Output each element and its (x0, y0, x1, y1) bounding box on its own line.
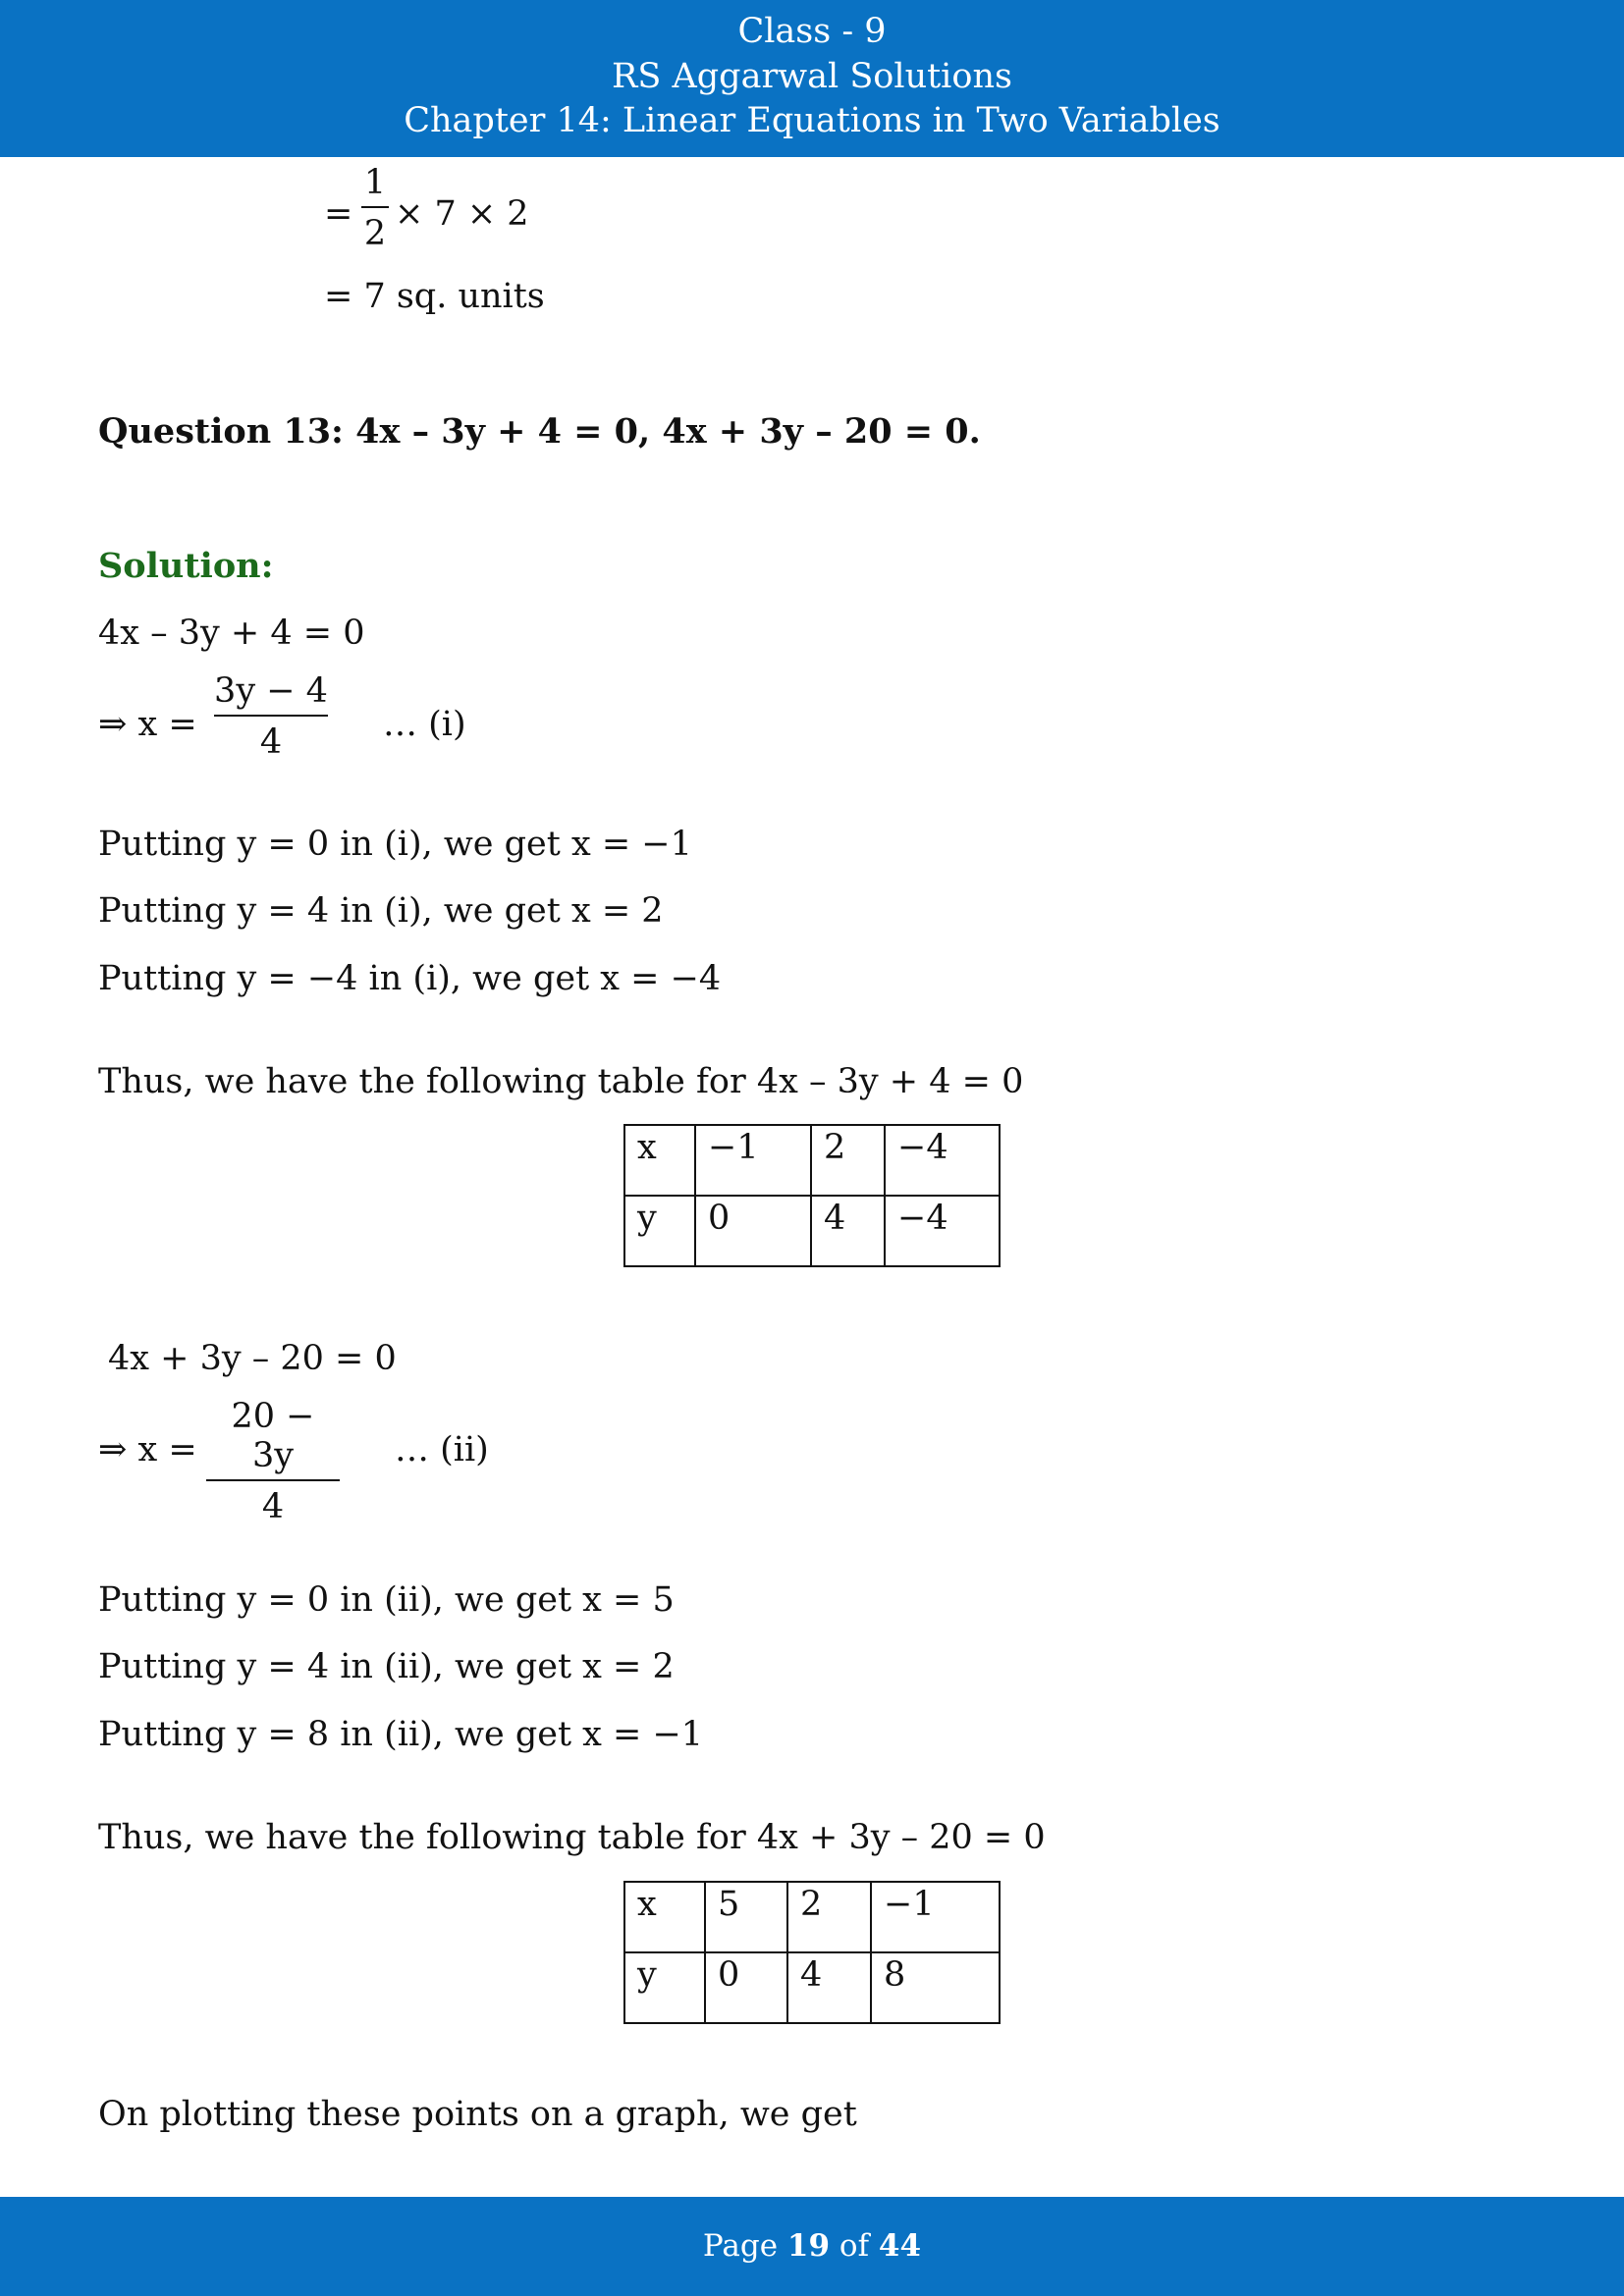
table-cell: 4 (811, 1196, 885, 1266)
table-cell: 5 (705, 1882, 787, 1952)
table-cell: 2 (787, 1882, 871, 1952)
table-two-intro: Thus, we have the following table for 4x + 3y – 20 = 0 (98, 1818, 1046, 1857)
fraction-bar (361, 206, 389, 208)
fraction-denominator: 4 (261, 1487, 285, 1526)
table-cell: −4 (885, 1196, 1000, 1266)
solution-label: Solution: (98, 546, 274, 586)
table-row-x (624, 1125, 1000, 1196)
equation-two-fraction (206, 1397, 340, 1526)
equation-one-tag: … (i) (383, 705, 466, 744)
equals-sign: = (324, 194, 353, 234)
table-row-x (624, 1882, 1000, 1952)
equation-two-step-prefix: ⇒ x = (98, 1430, 197, 1469)
substitution-line: Putting y = 8 in (ii), we get x = −1 (98, 1715, 704, 1754)
fraction-denominator: 4 (259, 722, 283, 762)
equation-two: 4x + 3y – 20 = 0 (108, 1339, 397, 1378)
table-row-y (624, 1196, 1000, 1266)
page-footer (0, 2197, 1624, 2296)
table-cell: 0 (705, 1952, 787, 2023)
equation-one: 4x – 3y + 4 = 0 (98, 614, 365, 653)
chapter-title: Chapter 14: Linear Equations in Two Variables (404, 101, 1220, 140)
table-cell: −1 (871, 1882, 1000, 1952)
substitution-line: Putting y = 0 in (i), we get x = −1 (98, 825, 692, 864)
fraction-numerator: 20 − 3y (231, 1397, 315, 1475)
equation-two-tag: … (ii) (395, 1430, 489, 1469)
equation-one-step-prefix: ⇒ x = (98, 705, 197, 744)
fraction-bar (214, 715, 328, 717)
table-row-y (624, 1952, 1000, 2023)
closing-line: On plotting these points on a graph, we get (98, 2095, 857, 2134)
table-cell: 8 (871, 1952, 1000, 2023)
table-cell: x (624, 1125, 695, 1196)
substitution-line: Putting y = −4 in (i), we get x = −4 (98, 959, 722, 998)
substitution-line: Putting y = 0 in (ii), we get x = 5 (98, 1580, 675, 1620)
fraction-denominator: 2 (363, 214, 387, 253)
table-cell: 2 (811, 1125, 885, 1196)
book-title: RS Aggarwal Solutions (612, 57, 1012, 96)
area-result: = 7 sq. units (324, 277, 545, 316)
table-one-intro: Thus, we have the following table for 4x – 3y + 4 = 0 (98, 1062, 1024, 1101)
table-cell: y (624, 1952, 705, 2023)
class-label: Class - 9 (737, 12, 887, 51)
page-total: 44 (878, 2228, 922, 2264)
table-cell: −1 (695, 1125, 811, 1196)
multiplication-terms: × 7 × 2 (395, 194, 529, 234)
values-table-two (623, 1881, 1001, 2024)
values-table-one (623, 1124, 1001, 1267)
table-cell: 0 (695, 1196, 811, 1266)
page-word: Page (702, 2228, 779, 2264)
half-fraction (361, 163, 389, 253)
question-heading: Question 13: 4x – 3y + 4 = 0, 4x + 3y – 20 = 0. (98, 411, 981, 452)
page-of: of (839, 2228, 870, 2264)
substitution-line: Putting y = 4 in (i), we get x = 2 (98, 891, 664, 931)
equation-one-fraction (214, 671, 328, 762)
table-cell: −4 (885, 1125, 1000, 1196)
fraction-bar (206, 1479, 340, 1481)
page-current: 19 (786, 2228, 831, 2264)
table-cell: x (624, 1882, 705, 1952)
table-cell: y (624, 1196, 695, 1266)
substitution-line: Putting y = 4 in (ii), we get x = 2 (98, 1647, 675, 1686)
fraction-numerator: 1 (363, 163, 387, 202)
table-cell: 4 (787, 1952, 871, 2023)
page-header (0, 0, 1624, 157)
fraction-numerator: 3y − 4 (214, 671, 328, 711)
